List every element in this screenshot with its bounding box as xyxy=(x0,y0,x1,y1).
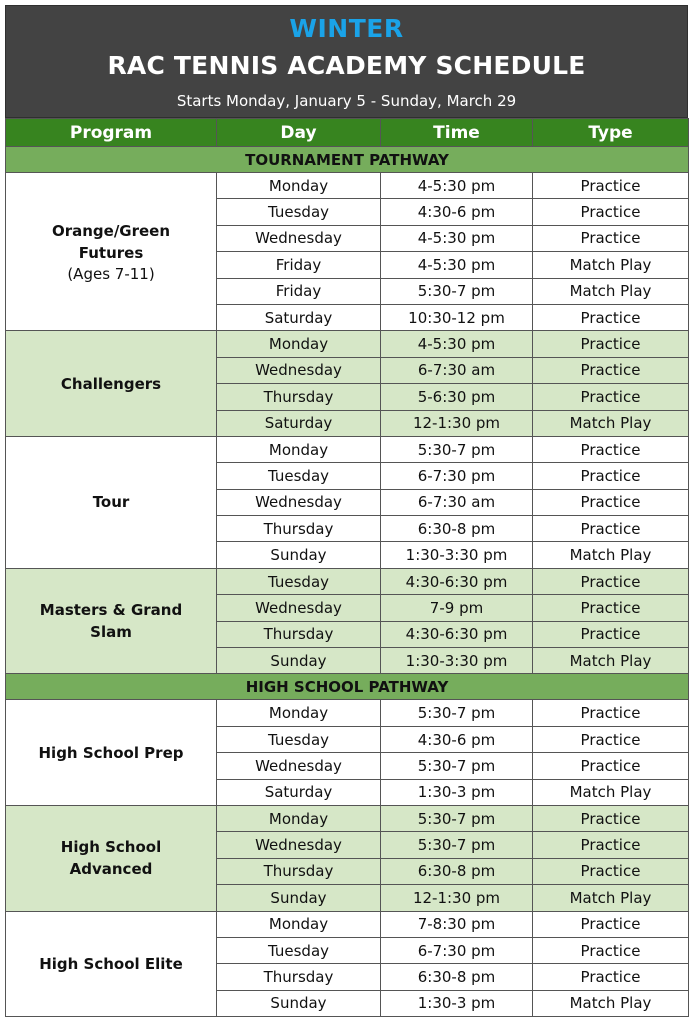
type-cell: Practice xyxy=(533,357,689,383)
program-name-cell xyxy=(6,331,217,437)
time-cell: 1:30-3:30 pm xyxy=(381,542,533,568)
time-cell: 7-8:30 pm xyxy=(381,911,533,937)
time-cell: 12-1:30 pm xyxy=(381,885,533,911)
time-cell: 4:30-6 pm xyxy=(381,726,533,752)
section-title: HIGH SCHOOL PATHWAY xyxy=(6,674,689,700)
time-cell: 6-7:30 am xyxy=(381,489,533,515)
time-cell: 5:30-7 pm xyxy=(381,832,533,858)
day-cell: Tuesday xyxy=(217,199,381,225)
day-cell: Tuesday xyxy=(217,726,381,752)
column-header-time: Time xyxy=(381,119,533,147)
day-cell: Wednesday xyxy=(217,357,381,383)
section-row xyxy=(6,674,689,700)
time-cell: 6-7:30 am xyxy=(381,357,533,383)
day-cell: Thursday xyxy=(217,964,381,990)
time-cell: 6-7:30 pm xyxy=(381,937,533,963)
column-header-row xyxy=(6,119,689,147)
day-cell: Monday xyxy=(217,331,381,357)
program-name-cell xyxy=(6,436,217,568)
type-cell: Match Play xyxy=(533,252,689,278)
schedule-body xyxy=(6,147,689,1017)
program-name: High School Advanced xyxy=(60,838,162,879)
time-cell: 1:30-3 pm xyxy=(381,990,533,1016)
day-cell: Monday xyxy=(217,436,381,462)
time-cell: 6:30-8 pm xyxy=(381,516,533,542)
day-cell: Friday xyxy=(217,252,381,278)
time-cell: 5:30-7 pm xyxy=(381,805,533,831)
day-cell: Sunday xyxy=(217,542,381,568)
type-cell: Practice xyxy=(533,173,689,199)
type-cell: Practice xyxy=(533,199,689,225)
type-cell: Practice xyxy=(533,595,689,621)
time-cell: 1:30-3:30 pm xyxy=(381,648,533,674)
time-cell: 5:30-7 pm xyxy=(381,700,533,726)
type-cell: Practice xyxy=(533,568,689,594)
time-cell: 6:30-8 pm xyxy=(381,858,533,884)
page-title: RAC TENNIS ACADEMY SCHEDULE xyxy=(107,51,586,80)
day-cell: Thursday xyxy=(217,516,381,542)
time-cell: 5:30-7 pm xyxy=(381,436,533,462)
program-name: Challengers xyxy=(60,374,162,393)
type-cell: Practice xyxy=(533,304,689,330)
time-cell: 4:30-6 pm xyxy=(381,199,533,225)
time-cell: 12-1:30 pm xyxy=(381,410,533,436)
type-cell: Practice xyxy=(533,436,689,462)
type-cell: Practice xyxy=(533,753,689,779)
time-cell: 4-5:30 pm xyxy=(381,331,533,357)
day-cell: Wednesday xyxy=(217,832,381,858)
table-row xyxy=(6,700,689,726)
type-cell: Match Play xyxy=(533,542,689,568)
type-cell: Practice xyxy=(533,463,689,489)
time-cell: 6-7:30 pm xyxy=(381,463,533,489)
time-cell: 5-6:30 pm xyxy=(381,384,533,410)
table-row xyxy=(6,568,689,594)
type-cell: Practice xyxy=(533,384,689,410)
day-cell: Saturday xyxy=(217,410,381,436)
season-title: WINTER xyxy=(289,14,404,43)
type-cell: Match Play xyxy=(533,410,689,436)
program-name: Masters & Grand Slam xyxy=(39,601,183,642)
time-cell: 10:30-12 pm xyxy=(381,304,533,330)
day-cell: Tuesday xyxy=(217,568,381,594)
type-cell: Practice xyxy=(533,516,689,542)
day-cell: Tuesday xyxy=(217,463,381,489)
day-cell: Wednesday xyxy=(217,489,381,515)
type-cell: Practice xyxy=(533,964,689,990)
date-range-subtitle: Starts Monday, January 5 - Sunday, March 29 xyxy=(176,92,517,110)
program-name-cell xyxy=(6,173,217,331)
type-cell: Match Play xyxy=(533,779,689,805)
type-cell: Practice xyxy=(533,911,689,937)
table-row xyxy=(6,331,689,357)
program-name: Orange/Green Futures xyxy=(51,221,171,262)
column-header-day: Day xyxy=(217,119,381,147)
type-cell: Practice xyxy=(533,832,689,858)
day-cell: Saturday xyxy=(217,779,381,805)
type-cell: Practice xyxy=(533,805,689,831)
day-cell: Thursday xyxy=(217,621,381,647)
time-cell: 4-5:30 pm xyxy=(381,173,533,199)
day-cell: Tuesday xyxy=(217,937,381,963)
section-title: TOURNAMENT PATHWAY xyxy=(6,147,689,173)
type-cell: Practice xyxy=(533,225,689,251)
time-cell: 4:30-6:30 pm xyxy=(381,621,533,647)
day-cell: Thursday xyxy=(217,384,381,410)
schedule-header xyxy=(5,5,688,118)
time-cell: 5:30-7 pm xyxy=(381,278,533,304)
time-cell: 7-9 pm xyxy=(381,595,533,621)
type-cell: Practice xyxy=(533,621,689,647)
day-cell: Wednesday xyxy=(217,595,381,621)
type-cell: Match Play xyxy=(533,990,689,1016)
program-name-cell xyxy=(6,568,217,674)
day-cell: Monday xyxy=(217,173,381,199)
section-row xyxy=(6,147,689,173)
program-name-cell xyxy=(6,911,217,1017)
day-cell: Wednesday xyxy=(217,753,381,779)
day-cell: Monday xyxy=(217,911,381,937)
day-cell: Sunday xyxy=(217,885,381,911)
program-name: High School Elite xyxy=(39,954,183,973)
column-header-type: Type xyxy=(533,119,689,147)
type-cell: Practice xyxy=(533,700,689,726)
type-cell: Match Play xyxy=(533,648,689,674)
day-cell: Monday xyxy=(217,700,381,726)
type-cell: Practice xyxy=(533,937,689,963)
program-age-note: (Ages 7-11) xyxy=(67,264,155,283)
day-cell: Sunday xyxy=(217,990,381,1016)
type-cell: Practice xyxy=(533,858,689,884)
time-cell: 6:30-8 pm xyxy=(381,964,533,990)
day-cell: Monday xyxy=(217,805,381,831)
time-cell: 5:30-7 pm xyxy=(381,753,533,779)
program-name-cell xyxy=(6,805,217,911)
type-cell: Match Play xyxy=(533,885,689,911)
program-name-cell xyxy=(6,700,217,806)
type-cell: Match Play xyxy=(533,278,689,304)
column-header-program: Program xyxy=(6,119,217,147)
time-cell: 4:30-6:30 pm xyxy=(381,568,533,594)
table-row xyxy=(6,173,689,199)
day-cell: Thursday xyxy=(217,858,381,884)
program-name: Tour xyxy=(92,493,130,512)
table-row xyxy=(6,436,689,462)
schedule-table xyxy=(5,118,689,1017)
time-cell: 4-5:30 pm xyxy=(381,252,533,278)
type-cell: Practice xyxy=(533,489,689,515)
time-cell: 1:30-3 pm xyxy=(381,779,533,805)
table-row xyxy=(6,805,689,831)
table-row xyxy=(6,911,689,937)
day-cell: Friday xyxy=(217,278,381,304)
day-cell: Saturday xyxy=(217,304,381,330)
schedule-sheet xyxy=(5,5,688,1019)
program-name: High School Prep xyxy=(38,743,184,762)
day-cell: Wednesday xyxy=(217,225,381,251)
day-cell: Sunday xyxy=(217,648,381,674)
type-cell: Practice xyxy=(533,726,689,752)
time-cell: 4-5:30 pm xyxy=(381,225,533,251)
type-cell: Practice xyxy=(533,331,689,357)
